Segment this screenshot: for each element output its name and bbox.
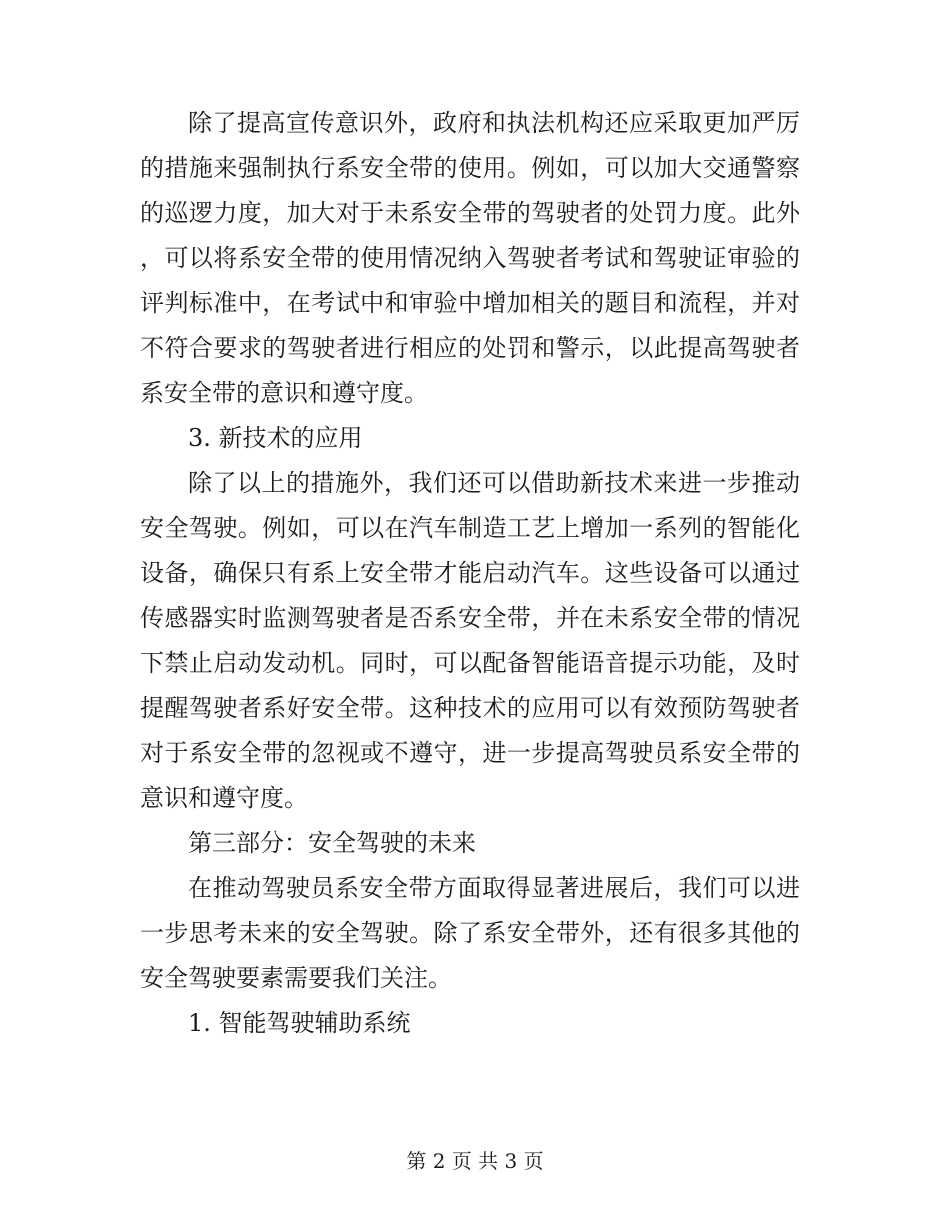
page-number-footer: 第 2 页 共 3 页 (406, 1149, 544, 1173)
section-heading-adas: 1. 智能驾驶辅助系统 (188, 1009, 411, 1037)
paragraph-new-tech: 除了以上的措施外，我们还可以借助新技术来进一步推动安全驾驶。例如，可以在汽车制造工艺上增加一系列的智能化设备，确保只有系上安全带才能启动汽车。这些设备可以通过传感器实时监测驾驶者是否系安全带，并在未系安全带的情况下禁止启动发动机。同时，可以配备智能语音提示功能，及时提醒驾驶者系好安全带。这种技术的应用可以有效预防驾驶者对于系安全带的忽视或不遵守，进一步提高驾驶员系安全带的意识和遵守度。 (140, 469, 800, 812)
paragraph-enforcement: 除了提高宣传意识外，政府和执法机构还应采取更加严厉的措施来强制执行系安全带的使用。例如，可以加大交通警察的巡逻力度，加大对于未系安全带的驾驶者的处罚力度。此外，可以将系安全带的使用情况纳入驾驶者考试和驾驶证审验的评判标准中，在考试中和审验中增加相关的题目和流程，并对不符合要求的驾驶者进行相应的处罚和警示，以此提高驾驶者系安全带的意识和遵守度。 (140, 109, 800, 407)
section-heading-part-three: 第三部分：安全驾驶的未来 (188, 829, 476, 857)
section-heading-new-tech: 3. 新技术的应用 (188, 424, 363, 452)
paragraph-future: 在推动驾驶员系安全带方面取得显著进展后，我们可以进一步思考未来的安全驾驶。除了系安全带外，还有很多其他的安全驾驶要素需要我们关注。 (140, 874, 800, 992)
document-body (140, 101, 800, 1046)
